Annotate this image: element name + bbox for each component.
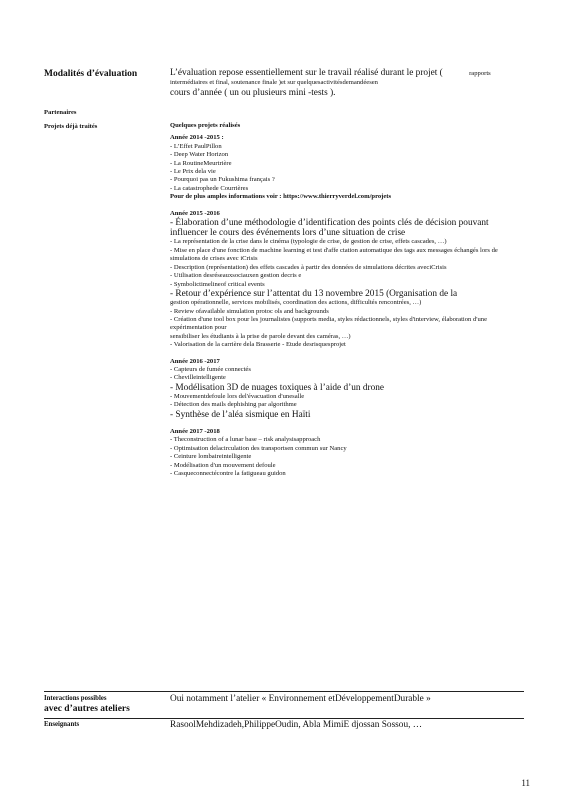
projets-label: Projets déjà traités: [44, 123, 98, 130]
interactions-label-1: Interactions possibles: [44, 695, 107, 702]
interactions-text: Oui notamment l’atelier « Environnement etDéveloppementDurable »: [170, 694, 431, 704]
list-2017: [170, 436, 524, 478]
list-item: - La représentation de la crise dans le cinéma (typologie de crise, de gestion de crise, effets cascades, …): [170, 238, 447, 246]
year-2014: Année 2014 -2015 :: [170, 134, 224, 142]
list-item: - Deep Water Horizon: [170, 151, 229, 159]
enseignants-label: Enseignants: [44, 721, 80, 728]
list-item: - Élaboration d’une méthodologie d’identification des points clés de décision pouvant influencer le cours des événements lors d’une situation de crise: [170, 218, 489, 239]
interactions-label-2: avec d’autres ateliers: [44, 704, 130, 714]
list-item: - Pourquoi pas un Fukushima français ?: [170, 176, 275, 184]
modalites-text-3: intermédiaires et final, soutenance finale )et sur quelquesactivitésdemandéesen: [170, 79, 378, 87]
list-item: - Review ofavailable simulation protoc ols and backgrounds: [170, 307, 329, 315]
year-2015: Année 2015 -2016: [170, 209, 220, 217]
year-2017: Année 2017 -2018: [170, 427, 220, 435]
list-item: - Casqueconnectécontre la fatigueau guidon: [170, 470, 286, 478]
list-item: - Synthèse de l’aléa sismique en Haïti: [170, 409, 311, 420]
modalites-text-1: L’évaluation repose essentiellement sur le travail réalisé durant le projet (: [170, 68, 443, 78]
list-item: - Création d'une tool box pour les journalistes (supports media, styles rédactionnels, styles d'interview, élaboration d'une expérimentation pour: [170, 315, 488, 332]
partenaires-label: Partenaires: [44, 109, 77, 116]
more-info: Pour de plus amples informations voir : https://www.thierryverdel.com/projets: [170, 193, 392, 201]
list-item: - Capteurs de fumée connectés: [170, 365, 251, 373]
enseignants-text: RasoolMehdizadeh,PhilippeOudin, Abla MimiE djossan Sossou, …: [170, 720, 423, 730]
modalites-text-4: cours d’année ( un ou plusieurs mini -tests ).: [170, 87, 336, 98]
projets-heading: Quelques projets réalisés: [170, 122, 241, 129]
list-item: - La RoutineMeurtrière: [170, 159, 232, 167]
list-item: - Description (représentation) des effets cascades à partir des données de simulations décrites aveciCrisis: [170, 263, 447, 271]
year-2016: Année 2016 -2017: [170, 357, 220, 365]
modalites-text: [170, 68, 524, 98]
list-item: - Détection des mails dephishing par algorithme: [170, 401, 297, 409]
modalites-label: Modalités d’évaluation: [44, 69, 138, 79]
divider: [44, 691, 524, 692]
list-2016: [170, 366, 524, 420]
list-item: - La catastrophede Courrières: [170, 184, 249, 192]
list-item: - Modélisation d'un mouvement defoule: [170, 461, 276, 469]
list-item: - Symbolictimelineof critical events: [170, 280, 265, 288]
list-item: - Modélisation 3D de nuages toxiques à l’aide d’un drone: [170, 382, 385, 393]
list-item: - Theconstruction of a lunar base – risk analysisapproach: [170, 436, 321, 444]
page-number: 11: [521, 778, 530, 788]
list-item: - Ceinture lombaireintelligente: [170, 453, 252, 461]
list-item: - Valorisation de la carrière dela Brasserie - Etude desrisquesprojet: [170, 341, 346, 349]
list-item: - Mise en place d'une fonction de machine learning et test d'affe ctation automatique des tags aux messages échangés lors de simulations de crises avec iCrisis: [170, 246, 498, 263]
list-item: - Mouvementdefoule lors del'évacuation d'unesalle: [170, 392, 305, 400]
list-item: - Chevilleintelligente: [170, 374, 226, 382]
list-item: sensibiliser les étudiants à la prise de parole devant des caméras, …): [170, 332, 351, 340]
projets-content: [170, 122, 524, 478]
modalites-text-2: rapports: [469, 70, 491, 77]
list-item: - Le Prix dela vie: [170, 168, 216, 176]
list-item: - Utilisation desréseauxsociauxen gestion decris e: [170, 272, 302, 280]
list-item: gestion opérationnelle, services mobilisés, coordination des actions, difficultés rencontrées, …): [170, 299, 422, 307]
list-2015: [170, 218, 524, 349]
list-2014: [170, 143, 524, 193]
list-item: - Optimisation delacirculation des transportsen commun sur Nancy: [170, 444, 347, 452]
list-item: - Retour d’expérience sur l’attentat du 13 novembre 2015 (Organisation de la: [170, 288, 458, 299]
divider: [44, 718, 524, 719]
list-item: - L’Effet PaulPillon: [170, 142, 222, 150]
